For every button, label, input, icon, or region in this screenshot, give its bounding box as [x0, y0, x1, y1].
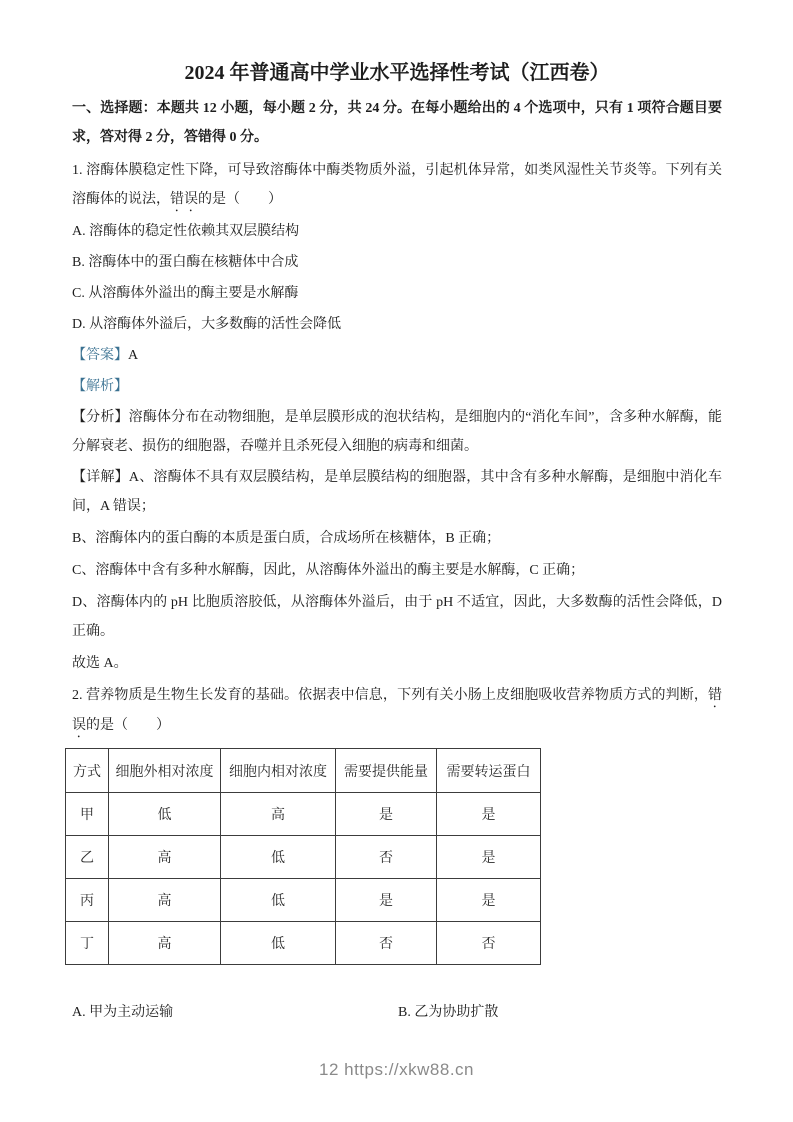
table-cell: 甲 — [66, 793, 109, 836]
answer-value: A — [128, 348, 139, 363]
question-1-detail-b: B、溶酶体内的蛋白酶的本质是蛋白质，合成场所在核糖体，B 正确； — [72, 531, 501, 546]
table-row — [66, 879, 541, 922]
table-cell: 是 — [437, 793, 541, 836]
question-1-option-d: D. 从溶酶体外溢后，大多数酶的活性会降低 — [72, 317, 342, 332]
question-1-option-a: A. 溶酶体的稳定性依赖其双层膜结构 — [72, 224, 300, 239]
question-1-stem-tail: 的是（ ） — [198, 192, 282, 207]
table-header-cell: 方式 — [66, 749, 109, 793]
table-cell: 低 — [221, 922, 336, 965]
table-cell: 是 — [437, 836, 541, 879]
table-header-cell: 需要转运蛋白 — [437, 749, 541, 793]
table-header-cell: 需要提供能量 — [336, 749, 437, 793]
question-2-stem-emphasis: 错误 — [72, 688, 722, 733]
question-2-stem-text: 2. 营养物质是生物生长发育的基础。依据表中信息，下列有关小肠上皮细胞吸收营养物质方式的判断， — [72, 688, 708, 703]
table-cell: 低 — [221, 836, 336, 879]
question-2-option-a: A. 甲为主动运输 — [72, 1005, 174, 1020]
question-1-analysis-summary: 【分析】溶酶体分布在动物细胞，是单层膜形成的泡状结构，是细胞内的“消化车间”，含多种水解酶，能分解衰老、损伤的细胞器，吞噬并且杀死侵入细胞的病毒和细菌。 — [72, 410, 722, 454]
table-header-cell: 细胞外相对浓度 — [109, 749, 221, 793]
question-1-detail-c: C、溶酶体中含有多种水解酶，因此，从溶酶体外溢出的酶主要是水解酶，C 正确； — [72, 563, 585, 578]
question-2-options-row — [72, 998, 722, 1027]
table-cell: 否 — [437, 922, 541, 965]
table-cell: 乙 — [66, 836, 109, 879]
table-cell: 是 — [437, 879, 541, 922]
question-1-conclusion: 故选 A。 — [72, 656, 128, 671]
question-1-stem-emphasis: 错误 — [170, 192, 198, 207]
table-cell: 否 — [336, 836, 437, 879]
table-row — [66, 793, 541, 836]
footer-watermark-link[interactable]: 12 https://xkw88.cn — [318, 1060, 475, 1079]
table-row — [66, 922, 541, 965]
table-cell: 丁 — [66, 922, 109, 965]
question-2-stem-tail: 的是（ ） — [86, 718, 170, 733]
question-1-stem — [72, 156, 722, 215]
table-cell: 是 — [336, 879, 437, 922]
table-header-cell: 细胞内相对浓度 — [221, 749, 336, 793]
table-cell: 低 — [221, 879, 336, 922]
section-header: 一、选择题：本题共 12 小题，每小题 2 分，共 24 分。在每小题给出的 4 个选项中，只有 1 项符合题目要求，答对得 2 分，答错得 0 分。 — [72, 101, 722, 145]
question-1-detail-a: 【详解】A、溶酶体不具有双层膜结构，是单层膜结构的细胞器，其中含有多种水解酶，是细胞中消化车间，A 错误； — [72, 470, 722, 514]
question-1-analysis-label-line — [72, 372, 722, 401]
table-cell: 丙 — [66, 879, 109, 922]
page-title: 2024 年普通高中学业水平选择性考试（江西卷） — [184, 62, 610, 84]
table-cell: 高 — [109, 922, 221, 965]
question-1-answer-line — [72, 341, 722, 370]
question-1-option-b: B. 溶酶体中的蛋白酶在核糖体中合成 — [72, 255, 299, 270]
question-2-data-table — [65, 748, 541, 965]
table-cell: 是 — [336, 793, 437, 836]
table-row — [66, 836, 541, 879]
table-cell: 高 — [221, 793, 336, 836]
answer-label: 【答案】 — [72, 348, 128, 363]
question-1-option-c: C. 从溶酶体外溢出的酶主要是水解酶 — [72, 286, 299, 301]
question-2-stem — [72, 681, 722, 741]
table-cell: 低 — [109, 793, 221, 836]
table-header-row — [66, 749, 541, 793]
table-cell: 高 — [109, 836, 221, 879]
question-1-detail-d: D、溶酶体内的 pH 比胞质溶胶低，从溶酶体外溢后，由于 pH 不适宜，因此，大多数酶的活性会降低，D 正确。 — [72, 595, 722, 639]
question-1-stem-text: 1. 溶酶体膜稳定性下降，可导致溶酶体中酶类物质外溢，引起机体异常，如类风湿性关节炎等。下列有关溶酶体的说法， — [72, 163, 722, 207]
table-cell: 高 — [109, 879, 221, 922]
table-cell: 否 — [336, 922, 437, 965]
analysis-label: 【解析】 — [72, 379, 128, 394]
question-2-option-b: B. 乙为协助扩散 — [398, 1005, 499, 1020]
